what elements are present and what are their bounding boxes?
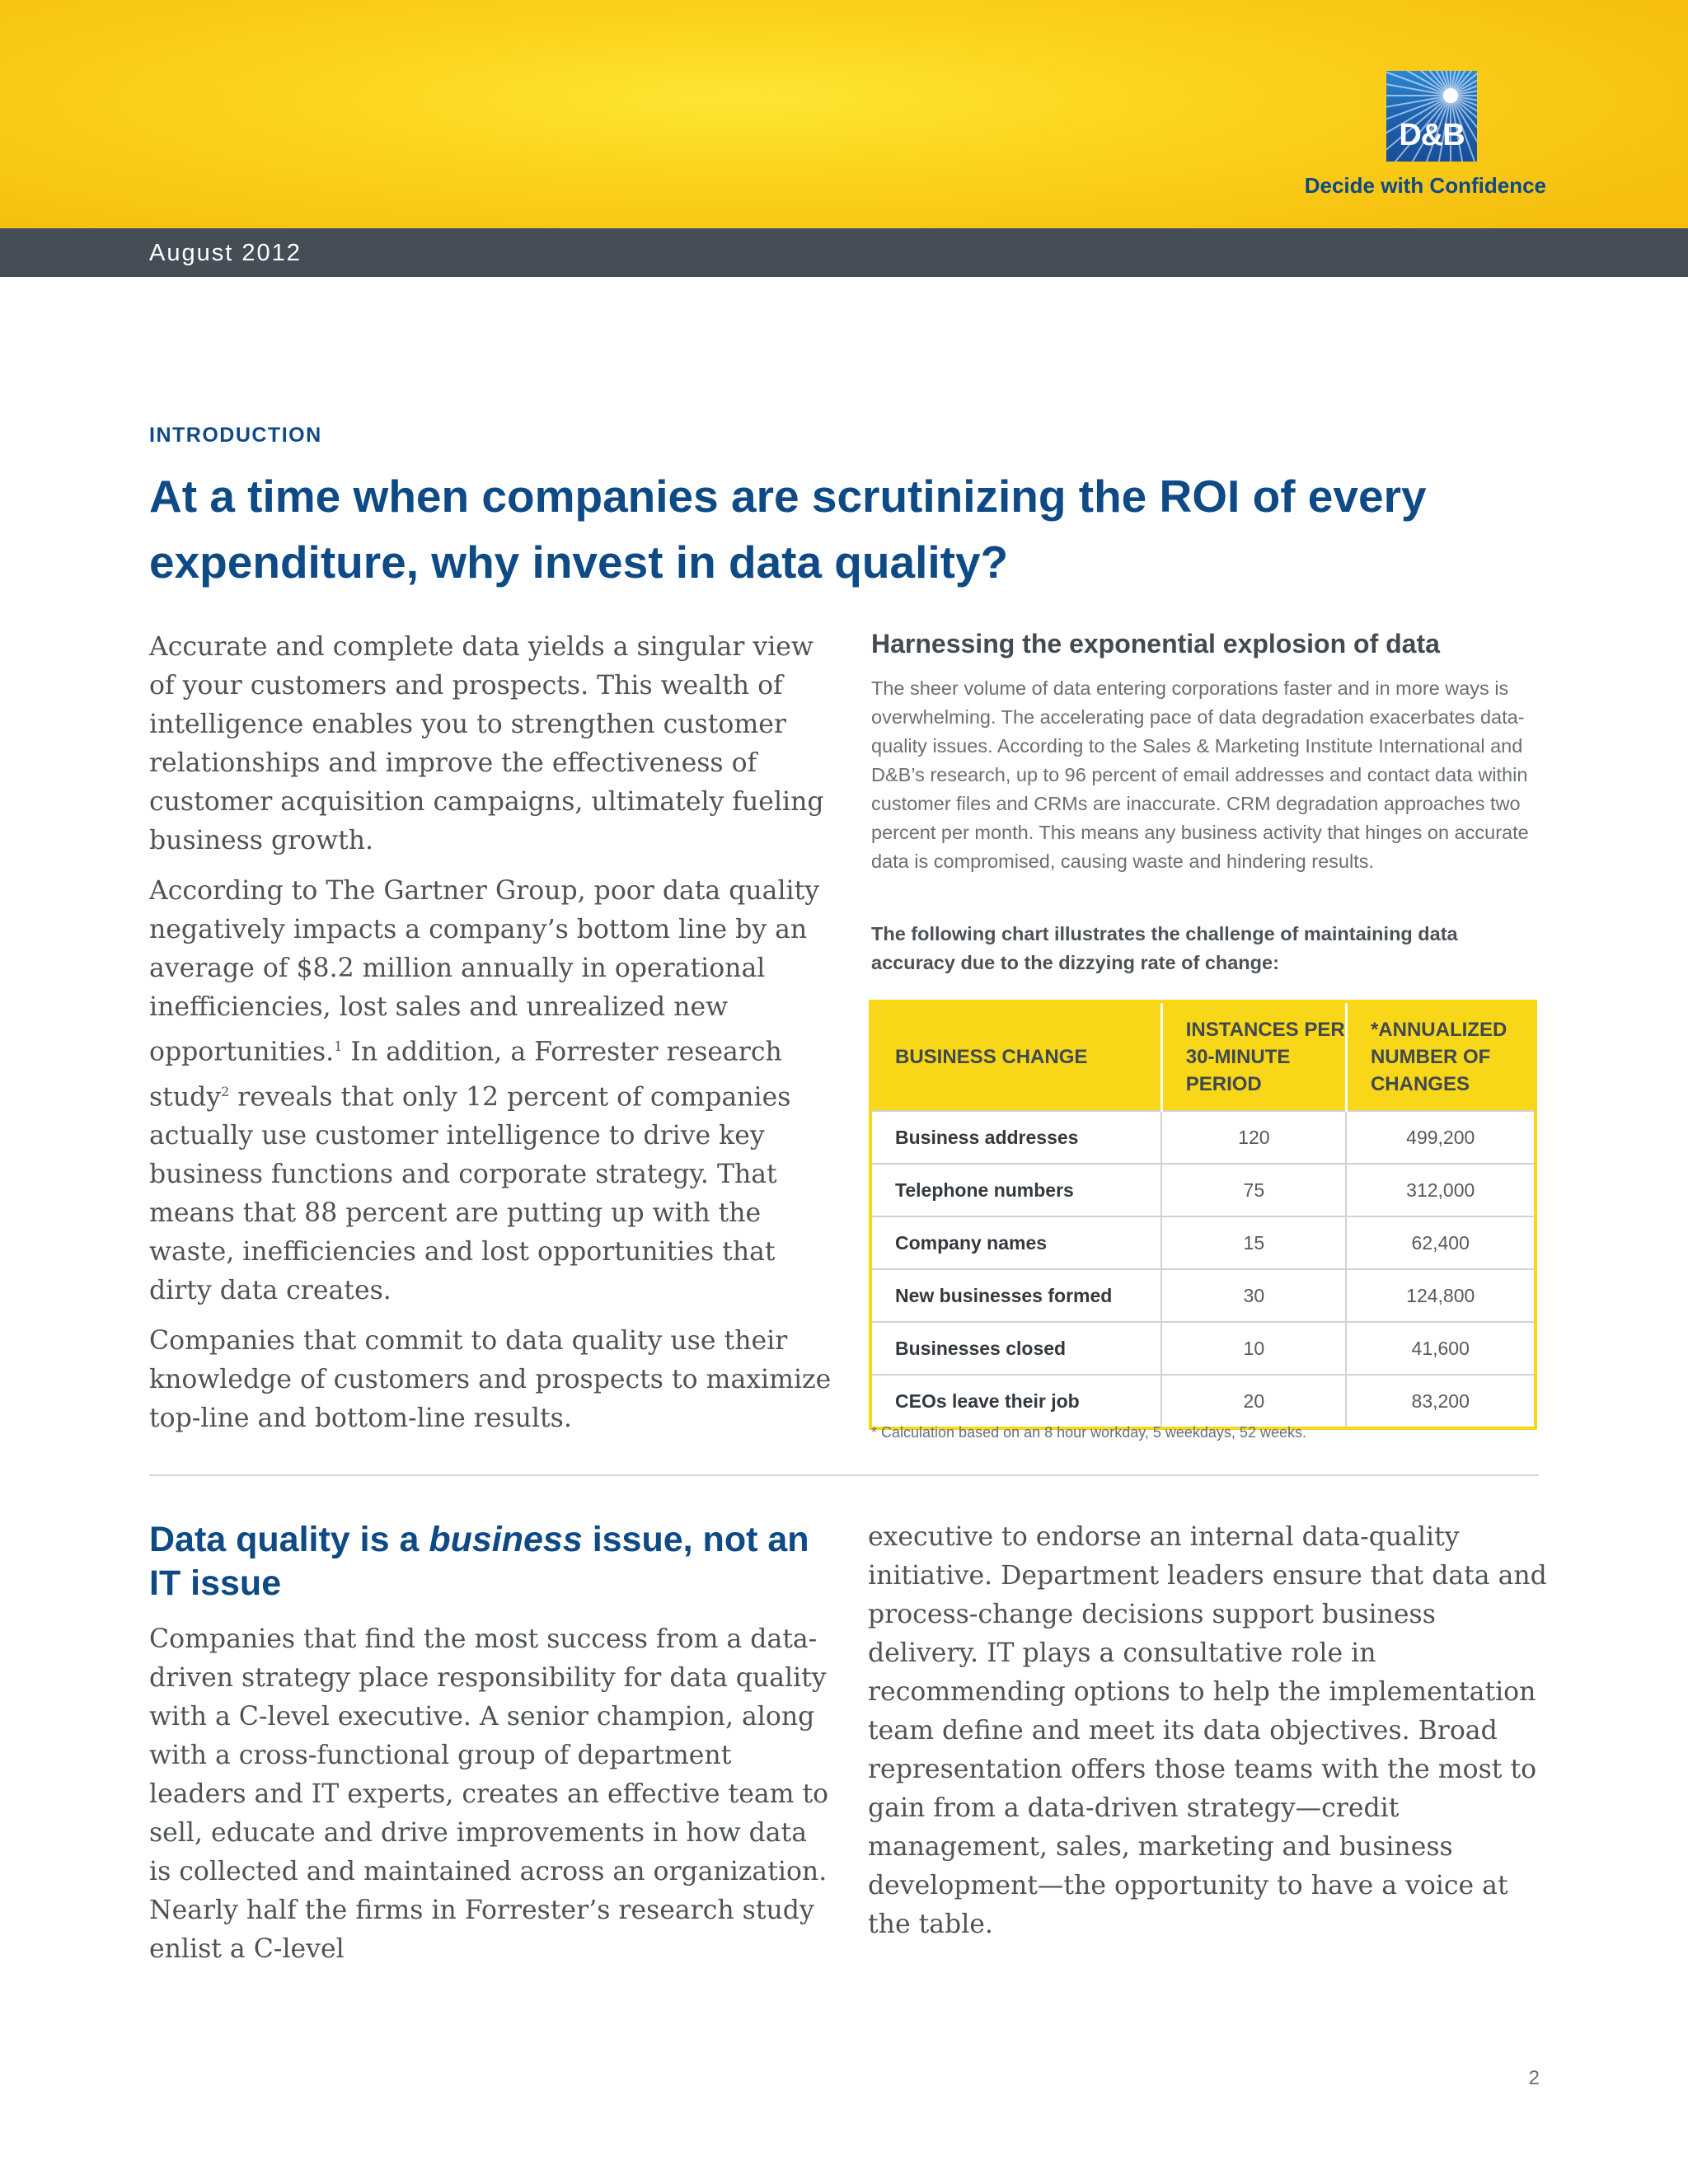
table-header-row <box>870 1001 1536 1111</box>
intro-paragraph: Accurate and complete data yields a singular view of your customers and prospects. This wealth of intelligence enables you to strengthen customer relationships and improve the effectiveness of customer acquisition campaigns, ultimately fueling business growth. <box>149 632 824 855</box>
header-banner <box>0 0 1688 228</box>
dnb-logo <box>1386 71 1477 162</box>
annualized-cell: 62,400 <box>1346 1216 1536 1269</box>
column-header: INSTANCES PER 30-MINUTE PERIOD <box>1161 1001 1346 1111</box>
sidebar-heading: Harnessing the exponential explosion of data <box>871 629 1440 658</box>
annualized-cell: 312,000 <box>1346 1164 1536 1216</box>
data-change-table <box>869 1000 1537 1430</box>
chart-intro: The following chart illustrates the challenge of maintaining data accuracy due to the dizzying rate of change: <box>871 923 1458 973</box>
page-title: At a time when companies are scrutinizing the ROI of every expenditure, why invest in data quality? <box>149 471 1427 588</box>
section-paragraph: executive to endorse an internal data-quality initiative. Department leaders ensure that data and process-change decisions support business delivery. IT plays a consultative role in recommending options to help the implementation team define and meet its data objectives. Broad representation offers those teams with the most to gain from a data-driven strategy—credit management, sales, marketing and business development—the opportunity to have a voice at the table. <box>868 1522 1547 1939</box>
section-divider <box>149 1474 1539 1476</box>
tagline: Decide with Confidence <box>1304 173 1546 198</box>
table-row <box>870 1164 1536 1216</box>
instances-cell: 30 <box>1161 1269 1346 1322</box>
row-label: CEOs leave their job <box>870 1375 1161 1428</box>
heading-emphasis: business <box>429 1520 583 1559</box>
date-bar <box>0 228 1688 277</box>
column-header: BUSINESS CHANGE <box>870 1001 1161 1111</box>
heading-text: Data quality is a <box>149 1520 429 1559</box>
table-row <box>870 1216 1536 1269</box>
instances-cell: 120 <box>1161 1111 1346 1164</box>
paragraph-text: reveals that only 12 percent of companies actually use customer intelligence to drive key business functions and corporate strategy. That means that 88 percent are putting up with the waste, inefficiencies and lost opportunities that dirty data creates. <box>149 1082 791 1305</box>
table-row <box>870 1375 1536 1428</box>
row-label: Telephone numbers <box>870 1164 1161 1216</box>
instances-cell: 20 <box>1161 1375 1346 1428</box>
annualized-cell: 499,200 <box>1346 1111 1536 1164</box>
paragraph-text: In addition, a Forrester research study <box>149 1037 782 1112</box>
table-row <box>870 1322 1536 1375</box>
table-row <box>870 1111 1536 1164</box>
table-footnote: * Calculation based on an 8 hour workday, 5 weekdays, 52 weeks. <box>871 1424 1306 1441</box>
column-header: *ANNUALIZED NUMBER OF CHANGES <box>1346 1001 1536 1111</box>
row-label: Businesses closed <box>870 1322 1161 1375</box>
publication-date: August 2012 <box>149 240 302 266</box>
table-row <box>870 1269 1536 1322</box>
row-label: New businesses formed <box>870 1269 1161 1322</box>
annualized-cell: 124,800 <box>1346 1269 1536 1322</box>
annualized-cell: 41,600 <box>1346 1322 1536 1375</box>
intro-column <box>149 628 837 1450</box>
intro-paragraph: Companies that commit to data quality use their knowledge of customers and prospects to maximize top-line and bottom-line results. <box>149 1326 832 1433</box>
paragraph-text: According to The Gartner Group, poor data quality negatively impacts a company’s bottom line by an average of $8.2 million annually in operational inefficiencies, lost sales and unrealized new opportunities. <box>149 876 820 1067</box>
footnote-ref: 1 <box>334 1038 343 1054</box>
logo-text: D&B <box>1399 118 1465 152</box>
gartner-paragraph <box>149 872 837 1310</box>
sidebar-paragraph: The sheer volume of data entering corporations faster and in more ways is overwhelming. The accelerating pace of data degradation exacerbates data-quality issues. According to the Sales & Marketing Institute International and D&B’s research, up to 96 percent of email addresses and contact data within customer files and CRMs are inaccurate. CRM degradation approaches two percent per month. This means any business activity that hinges on accurate data is compromised, causing waste and hindering results. <box>871 677 1529 872</box>
heading-text: issue, not an IT issue <box>149 1520 809 1603</box>
row-label: Company names <box>870 1216 1161 1269</box>
instances-cell: 15 <box>1161 1216 1346 1269</box>
section-label: INTRODUCTION <box>149 424 322 447</box>
annualized-cell: 83,200 <box>1346 1375 1536 1428</box>
instances-cell: 75 <box>1161 1164 1346 1216</box>
instances-cell: 10 <box>1161 1322 1346 1375</box>
section-heading <box>149 1518 825 1605</box>
page-number: 2 <box>1528 2067 1540 2089</box>
row-label: Business addresses <box>870 1111 1161 1164</box>
section-paragraph: Companies that find the most success from a data-driven strategy place responsibility for data quality with a C-level executive. A senior champion, along with a cross-functional group of department leaders and IT experts, creates an effective team to sell, educate and drive improvements in how data is collected and maintained across an organization. Nearly half the firms in Forrester’s research study enlist a C-level <box>149 1624 829 1964</box>
footnote-ref: 2 <box>221 1083 230 1099</box>
